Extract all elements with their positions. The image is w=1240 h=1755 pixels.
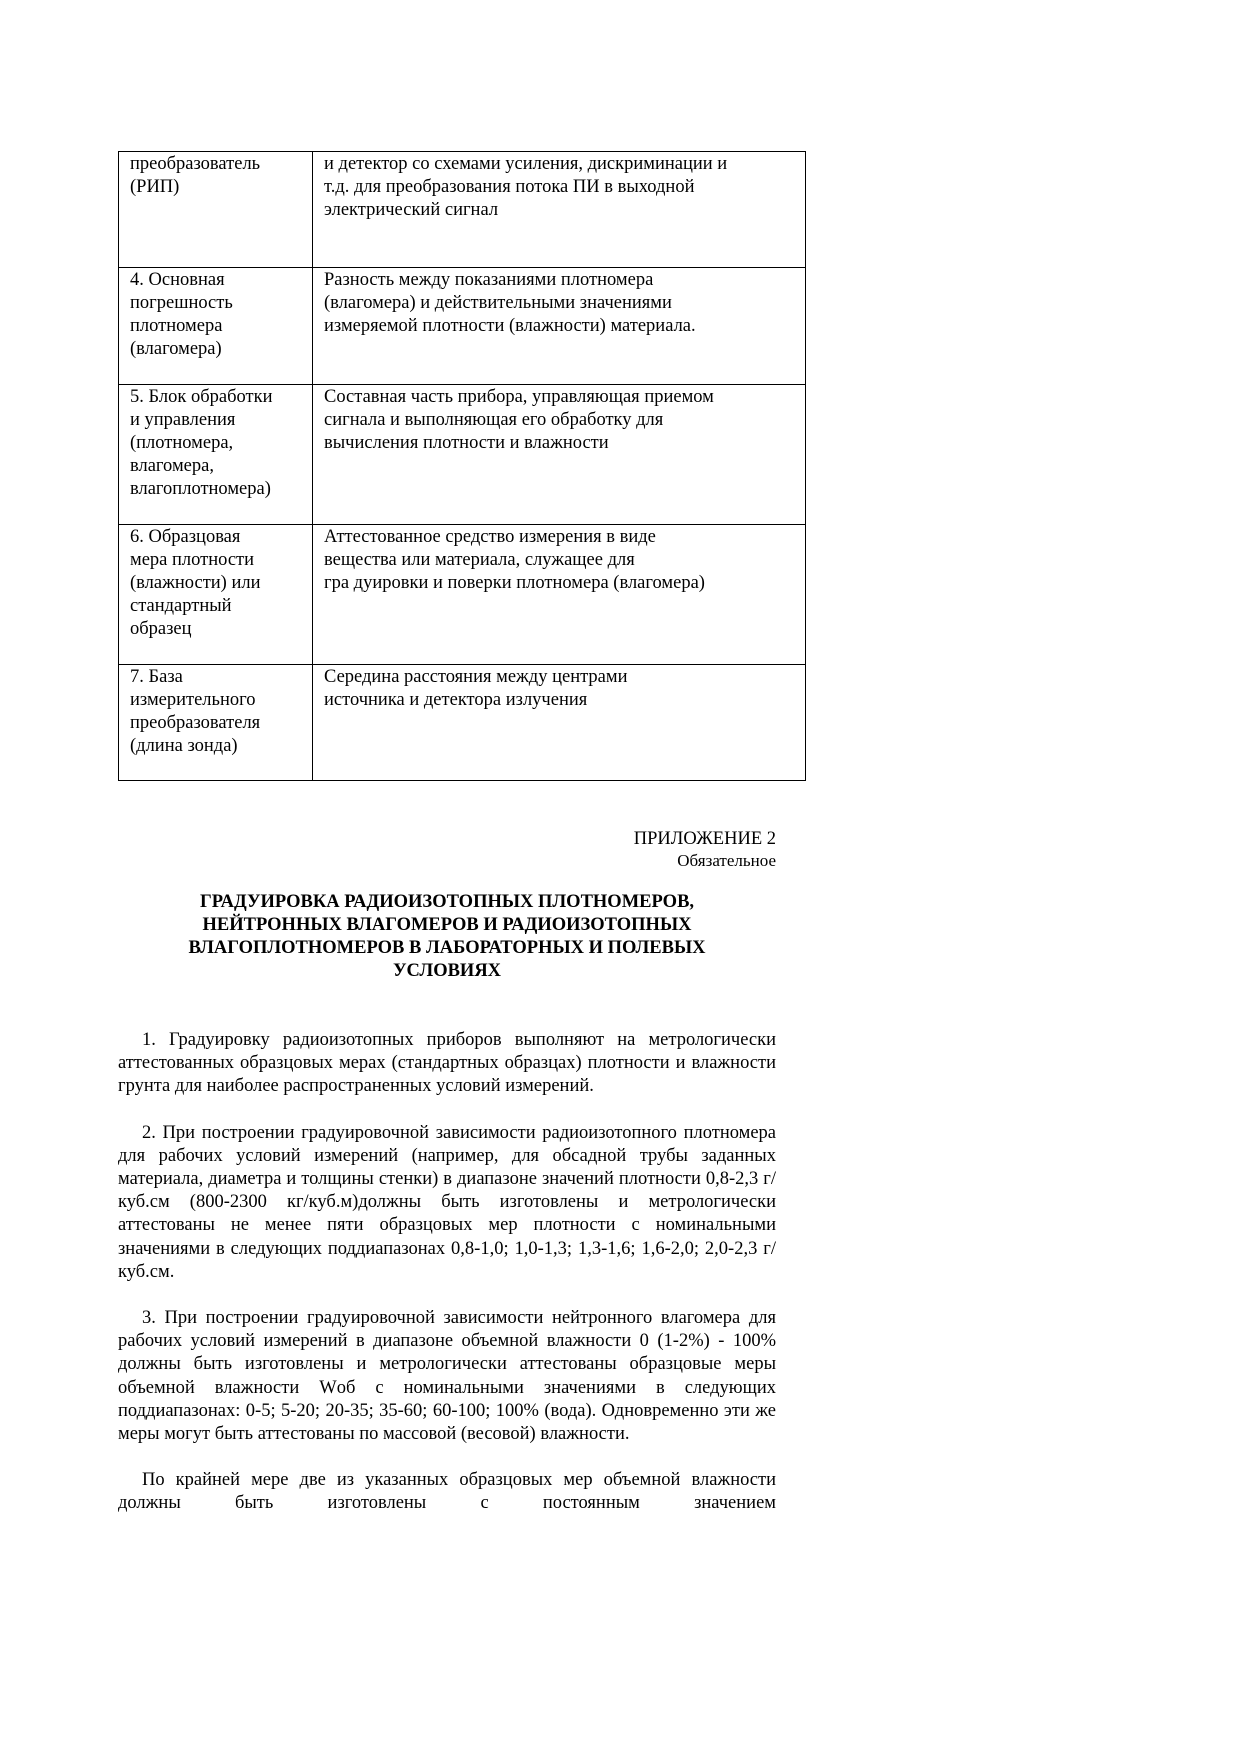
appendix-status: Обязательное: [677, 851, 776, 870]
definition-cell: [313, 152, 806, 268]
paragraph: 2. При построении градуировочной зависимости радиоизотопного плотномера для рабочих условий измерений (например, для обсадной трубы заданных материала, диаметра и толщины стенки) в диапазоне значений плотности 0,8-2,3 г/куб.см (800-2300 кг/куб.м)должны быть изготовлены и метрологически аттестованы не менее пяти образцовых мер плотности с номинальными значениями в следующих поддиапазонах 0,8-1,0; 1,0-1,3; 1,3-1,6; 1,6-2,0; 2,0-2,3 г/куб.см.: [118, 1122, 776, 1282]
term-text: преобразователь (РИП): [130, 154, 261, 197]
definition-text: Разность между показаниями плотномера (влагомера) и действительными значениями измеряемой плотности (влажности) материала.: [324, 270, 696, 336]
definition-text: Середина расстояния между центрами источника и детектора излучения: [324, 667, 628, 710]
term-text: 5. Блок обработки и управления (плотномера, влагомера, влагоплотномера): [130, 387, 273, 499]
terms-table: [118, 151, 806, 781]
term-cell: [119, 152, 313, 268]
definition-cell: [313, 268, 806, 385]
definition-text: Аттестованное средство измерения в виде вещества или материала, служащее для гра дуировки и поверки плотномера (влагомера): [324, 527, 705, 593]
definition-text: Составная часть прибора, управляющая приемом сигнала и выполняющая его обработку для вычисления плотности и влажности: [324, 387, 714, 453]
table-row: [119, 665, 806, 781]
definition-cell: [313, 665, 806, 781]
table-row: [119, 152, 806, 268]
definition-cell: [313, 385, 806, 525]
term-text: 4. Основная погрешность плотномера (влагомера): [130, 270, 233, 359]
paragraph: 3. При построении градуировочной зависимости нейтронного влагомера для рабочих условий измерений в диапазоне объемной влажности 0 (1-2%) - 100% должны быть изготовлены и метрологически аттестованы образцовые меры объемной влажности Wоб с номинальными значениями в следующих поддиапазонах: 0-5; 5-20; 20-35; 35-60; 60-100; 100% (вода). Одновременно эти же меры могут быть аттестованы по массовой (весовой) влажности.: [118, 1308, 776, 1445]
table-row: [119, 385, 806, 525]
table-row: [119, 525, 806, 665]
term-text: 7. База измерительного преобразователя (длина зонда): [130, 667, 261, 756]
section-heading: ГРАДУИРОВКА РАДИОИЗОТОПНЫХ ПЛОТНОМЕРОВ, НЕЙТРОННЫХ ВЛАГОМЕРОВ И РАДИОИЗОТОПНЫХ ВЛАГОПЛОТНОМЕРОВ В ЛАБОРАТОРНЫХ И ПОЛЕВЫХ УСЛОВИЯХ: [188, 892, 706, 981]
definition-text: и детектор со схемами усиления, дискриминации и т.д. для преобразования потока ПИ в выходной электрический сигнал: [324, 154, 728, 220]
term-cell: [119, 268, 313, 385]
term-cell: [119, 665, 313, 781]
term-cell: [119, 525, 313, 665]
paragraph: По крайней мере две из указанных образцовых мер объемной влажности должны быть изготовлены с постоянным значением: [118, 1470, 776, 1514]
table-row: [119, 268, 806, 385]
appendix-number: ПРИЛОЖЕНИЕ 2: [633, 829, 776, 849]
definition-cell: [313, 525, 806, 665]
term-text: 6. Образцовая мера плотности (влажности) или стандартный образец: [130, 527, 261, 639]
paragraph: 1. Градуировку радиоизотопных приборов выполняют на метрологически аттестованных образцовых мерах (стандартных образцах) плотности и влажности грунта для наиболее распространенных условий измерений.: [118, 1030, 776, 1097]
appendix-label: [634, 828, 776, 872]
term-cell: [119, 385, 313, 525]
body-text: [118, 1029, 776, 1539]
